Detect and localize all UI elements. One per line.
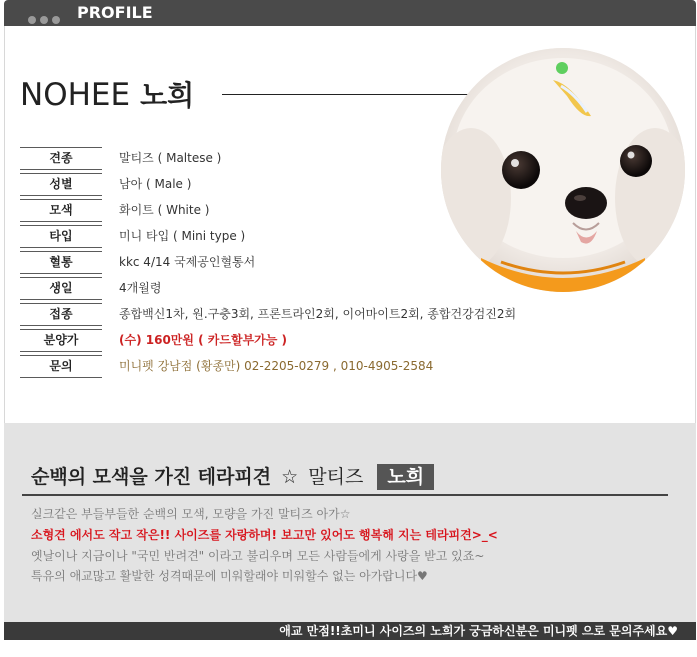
star-icon: ☆ — [281, 466, 299, 488]
frame-left-border — [4, 26, 5, 423]
info-row-contact — [20, 353, 620, 379]
info-label: 분양가 — [20, 329, 102, 352]
info-label: 모색 — [20, 199, 102, 222]
info-row-sex — [20, 171, 620, 197]
header-bar — [4, 0, 696, 26]
dot-icon — [52, 16, 60, 24]
name-badge: 노희 — [377, 464, 434, 490]
headline-divider — [22, 494, 668, 496]
info-value: 종합백신1차, 원.구충3회, 프론트라인2회, 이어마이트2회, 종합건강검진2회 — [119, 307, 517, 321]
info-label: 타입 — [20, 225, 102, 248]
info-label: 생일 — [20, 277, 102, 300]
intro-line-2: 소형견 에서도 작고 작은!! 사이즈를 자랑하며! 보고만 있어도 행복해 지는 테라피견>_< — [31, 528, 498, 542]
info-label: 혈통 — [20, 251, 102, 274]
intro-line-3: 옛날이나 지금이나 "국민 반려견" 이라고 불리우며 모든 사람들에게 사랑을 받고 있죠~ — [31, 549, 485, 563]
info-value: 화이트 ( White ) — [119, 203, 210, 217]
contact-value: 미니펫 강남점 (황종만) 02-2205-0279 , 010-4905-2584 — [119, 359, 434, 373]
headline-breed: 말티즈 — [308, 466, 364, 488]
info-label: 견종 — [20, 147, 102, 170]
info-label: 문의 — [20, 355, 102, 378]
intro-headline — [31, 462, 434, 490]
info-label: 성별 — [20, 173, 102, 196]
intro-line-1: 실크같은 부들부들한 순백의 모색, 모량을 가진 말티즈 아가☆ — [31, 507, 351, 521]
info-value: 남아 ( Male ) — [119, 177, 192, 191]
header-title: PROFILE — [77, 3, 153, 22]
info-row-price — [20, 327, 620, 353]
info-row-pedigree — [20, 249, 620, 275]
info-row-type — [20, 223, 620, 249]
window-dots — [28, 9, 64, 28]
info-row-breed — [20, 145, 620, 171]
price-value: (수) 160만원 ( 카드할부가능 ) — [119, 333, 288, 347]
info-label: 접종 — [20, 303, 102, 326]
footer-text: 애교 만점!!초미니 사이즈의 노희가 궁금하신분은 미니펫 으로 문의주세요♥ — [279, 624, 678, 638]
footer-bar — [4, 622, 696, 640]
info-value: 말티즈 ( Maltese ) — [119, 151, 222, 165]
info-row-vaccination — [20, 301, 620, 327]
info-row-color — [20, 197, 620, 223]
pet-name-en: NOHEE — [20, 77, 131, 113]
dot-icon — [40, 16, 48, 24]
info-value: 미니 타입 ( Mini type ) — [119, 229, 246, 243]
info-row-birth — [20, 275, 620, 301]
frame-right-border — [695, 26, 696, 423]
dot-icon — [28, 16, 36, 24]
headline-bold: 순백의 모색을 가진 테라피견 — [31, 466, 272, 488]
pet-name-kr: 노희 — [140, 79, 195, 112]
name-divider — [222, 94, 470, 95]
info-value: 4개월령 — [119, 281, 162, 295]
pet-name — [20, 74, 194, 114]
info-value: kkc 4/14 국제공인혈통서 — [119, 255, 256, 269]
profile-info-table — [20, 145, 620, 379]
intro-line-4: 특유의 애교많고 활발한 성격때문에 미워할래야 미워할수 없는 아가랍니다♥ — [31, 569, 428, 583]
